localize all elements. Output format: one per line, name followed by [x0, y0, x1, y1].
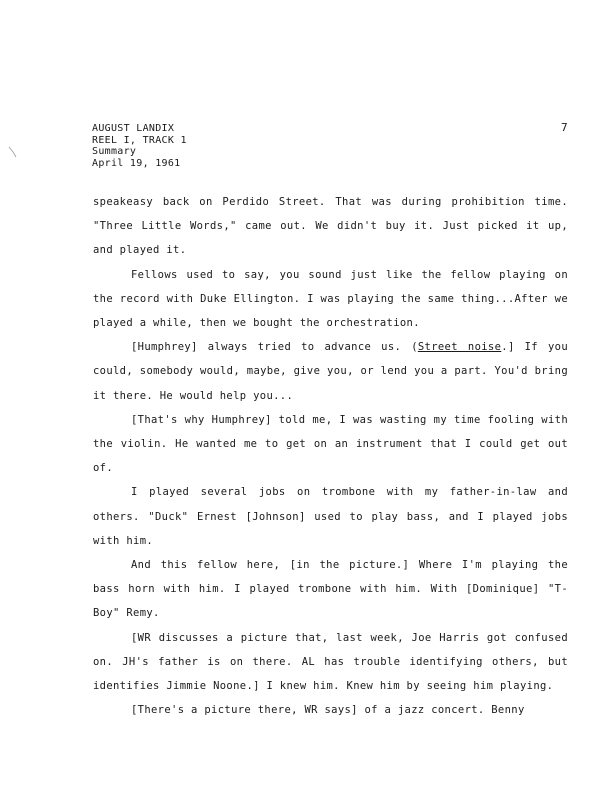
paragraph-text: And this fellow here, [in the picture.] Where I'm playing the bass horn with him. I played trombone with him. With [Dominique] "T-Boy" Remy.: [93, 559, 568, 620]
document-type: Summary: [92, 146, 137, 157]
paragraph: [93, 698, 568, 722]
transcript-body: [93, 190, 568, 722]
paragraph-text: [Humphrey] always tried to advance us. (: [131, 341, 418, 354]
paragraph: [93, 263, 568, 336]
interviewee-name: AUGUST LANDIX: [92, 123, 175, 134]
interview-date: April 19, 1961: [92, 157, 181, 169]
paragraph: [93, 626, 568, 699]
paragraph-text: [That's why Humphrey] told me, I was wasting my time fooling with the violin. He wanted me to get on an instrument that I could get out of.: [93, 413, 568, 475]
page-number: 7: [561, 121, 568, 134]
paragraph-text: .] If you could, somebody would, maybe, give you, or lend you a part. You'd bring it there. He would help you...: [93, 341, 568, 402]
underlined-note: Street noise: [417, 341, 502, 354]
paragraph: [93, 480, 568, 553]
scan-speck-mark: [8, 146, 17, 158]
paragraph: [93, 408, 568, 481]
paragraph: [93, 553, 568, 626]
paragraph-text: [There's a picture there, WR says] of a jazz concert. Benny: [131, 704, 525, 717]
document-header: [92, 123, 187, 169]
paragraph: [93, 335, 568, 408]
paragraph: [93, 190, 568, 263]
paragraph-text: speakeasy back on Perdido Street. That was during prohibition time. "Three Little Words," came out. We didn't buy it. Just picked it up, and played it.: [93, 196, 568, 257]
paragraph-text: I played several jobs on trombone with my father-in-law and others. "Duck" Ernest [Johnson] used to play bass, and I played jobs with him.: [93, 486, 568, 547]
paragraph-text: Fellows used to say, you sound just like the fellow playing on the record with Duke Ellington. I was playing the same thing...After we played a while, then we bought the orchestration.: [93, 268, 568, 330]
reel-track: REEL I, TRACK 1: [92, 134, 187, 146]
paragraph-text: [WR discusses a picture that, last week, Joe Harris got confused on. JH's father is on there. AL has trouble identifying others, but identifies Jimmie Noone.] I knew him. Knew him by seeing him playing.: [93, 631, 568, 693]
